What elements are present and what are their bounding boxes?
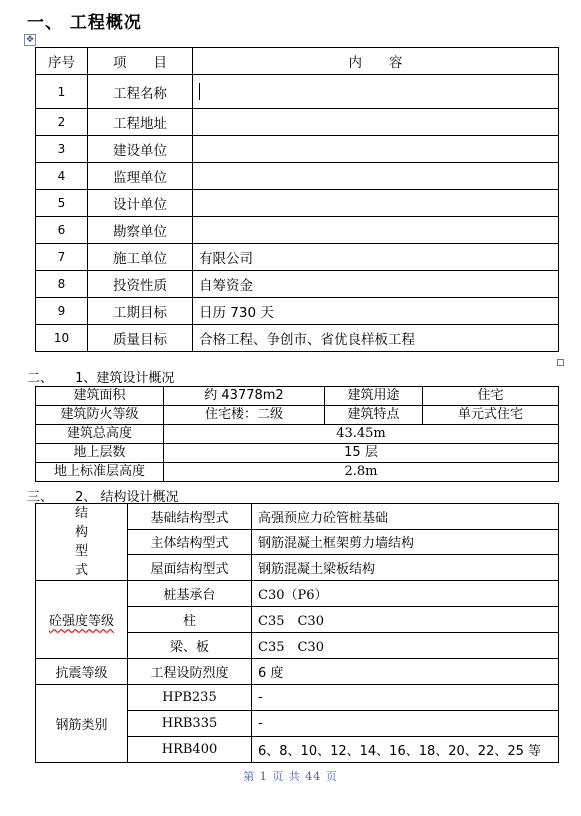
section-2-title: 1、建筑设计概况 (75, 371, 175, 386)
table-row (36, 425, 559, 444)
row-item: 投资性质 (88, 271, 193, 298)
row-value[interactable]: 高强预应力砼管桩基础 (252, 504, 559, 530)
row-no: 8 (36, 271, 88, 298)
row-key: 工程设防烈度 (128, 659, 252, 685)
section-3-prefix: 三、 (27, 490, 54, 505)
label-concrete-grade: 砼强度等级 (36, 581, 128, 659)
row-key: HPB235 (128, 685, 252, 711)
table-row (36, 217, 559, 244)
row-content[interactable]: 自筹资金 (193, 271, 559, 298)
label-structure-type: 结 构 型 式 (36, 504, 128, 581)
header-item: 项 目 (88, 48, 193, 75)
table-row (36, 163, 559, 190)
value-building-area[interactable]: 约 43778m2 (164, 387, 325, 406)
value-total-height[interactable]: 43.45m (164, 425, 559, 444)
table-row (36, 504, 559, 530)
label-floors: 地上层数 (36, 444, 164, 463)
architecture-table (35, 386, 559, 482)
row-item: 质量目标 (88, 325, 193, 352)
text-cursor (199, 83, 200, 100)
row-content[interactable] (193, 190, 559, 217)
row-value[interactable]: 6 度 (252, 659, 559, 685)
table-row (36, 190, 559, 217)
page-number-footer: 第 1 页 共 44 页 (243, 770, 338, 783)
row-content[interactable] (193, 136, 559, 163)
table-row (36, 387, 559, 406)
row-value[interactable]: 钢筋混凝土梁板结构 (252, 555, 559, 581)
row-content[interactable] (193, 163, 559, 190)
row-no: 6 (36, 217, 88, 244)
row-value[interactable]: - (252, 711, 559, 737)
table-resize-handle-icon[interactable] (557, 359, 564, 366)
value-building-use[interactable]: 住宅 (423, 387, 559, 406)
label-building-use: 建筑用途 (325, 387, 423, 406)
row-content[interactable]: 合格工程、争创市、省优良样板工程 (193, 325, 559, 352)
row-item: 勘察单位 (88, 217, 193, 244)
table-row (36, 75, 559, 109)
row-no: 2 (36, 109, 88, 136)
row-no: 9 (36, 298, 88, 325)
project-overview-table (35, 47, 559, 352)
label-total-height: 建筑总高度 (36, 425, 164, 444)
value-building-feature[interactable]: 单元式住宅 (423, 406, 559, 425)
label-rebar-type: 钢筋类别 (36, 685, 128, 763)
section-2-heading (27, 367, 174, 386)
table-row (36, 444, 559, 463)
section-1-title: 一、 工程概况 (27, 13, 142, 33)
header-no: 序号 (36, 48, 88, 75)
row-value[interactable]: - (252, 685, 559, 711)
row-item: 工程地址 (88, 109, 193, 136)
value-floors[interactable]: 15 层 (164, 444, 559, 463)
row-content[interactable] (193, 217, 559, 244)
row-value[interactable]: 6、8、10、12、14、16、18、20、22、25 等 (252, 737, 559, 763)
value-fire-rating[interactable]: 住宅楼：二级 (164, 406, 325, 425)
table-row (36, 685, 559, 711)
row-item: 施工单位 (88, 244, 193, 271)
row-no: 3 (36, 136, 88, 163)
section-2-prefix: 二、 (27, 371, 54, 386)
row-no: 4 (36, 163, 88, 190)
row-key: 柱 (128, 607, 252, 633)
row-content[interactable]: 日历 730 天 (193, 298, 559, 325)
row-value[interactable]: C30（P6） (252, 581, 559, 607)
row-item: 工期目标 (88, 298, 193, 325)
table-row (36, 659, 559, 685)
row-key: 桩基承台 (128, 581, 252, 607)
row-content[interactable]: 有限公司 (193, 244, 559, 271)
header-content: 内 容 (193, 48, 559, 75)
label-building-feature: 建筑特点 (325, 406, 423, 425)
table-move-handle-icon[interactable]: ✥ (24, 34, 36, 46)
table-row (36, 244, 559, 271)
section-3-title: 2、 结构设计概况 (75, 490, 179, 505)
row-item: 监理单位 (88, 163, 193, 190)
row-key: HRB400 (128, 737, 252, 763)
table-row (36, 136, 559, 163)
table-row (36, 463, 559, 482)
table-row (36, 406, 559, 425)
row-value[interactable]: C35 C30 (252, 633, 559, 659)
row-key: HRB335 (128, 711, 252, 737)
row-no: 7 (36, 244, 88, 271)
row-no: 1 (36, 75, 88, 109)
label-building-area: 建筑面积 (36, 387, 164, 406)
row-content-editing[interactable] (193, 75, 559, 109)
table-row (36, 298, 559, 325)
table-row (36, 109, 559, 136)
label-floor-height: 地上标准层高度 (36, 463, 164, 482)
row-value[interactable]: C35 C30 (252, 607, 559, 633)
label-fire-rating: 建筑防火等级 (36, 406, 164, 425)
structure-table (35, 503, 559, 763)
row-value[interactable]: 钢筋混凝土框架剪力墙结构 (252, 529, 559, 555)
table-row (36, 581, 559, 607)
row-key: 基础结构型式 (128, 504, 252, 530)
row-item: 设计单位 (88, 190, 193, 217)
value-floor-height[interactable]: 2.8m (164, 463, 559, 482)
row-item: 工程名称 (88, 75, 193, 109)
row-key: 梁、板 (128, 633, 252, 659)
row-content[interactable] (193, 109, 559, 136)
table-header-row (36, 48, 559, 75)
row-key: 屋面结构型式 (128, 555, 252, 581)
row-item: 建设单位 (88, 136, 193, 163)
row-no: 10 (36, 325, 88, 352)
label-seismic-grade: 抗震等级 (36, 659, 128, 685)
table-row (36, 271, 559, 298)
row-no: 5 (36, 190, 88, 217)
table-row (36, 325, 559, 352)
row-key: 主体结构型式 (128, 529, 252, 555)
